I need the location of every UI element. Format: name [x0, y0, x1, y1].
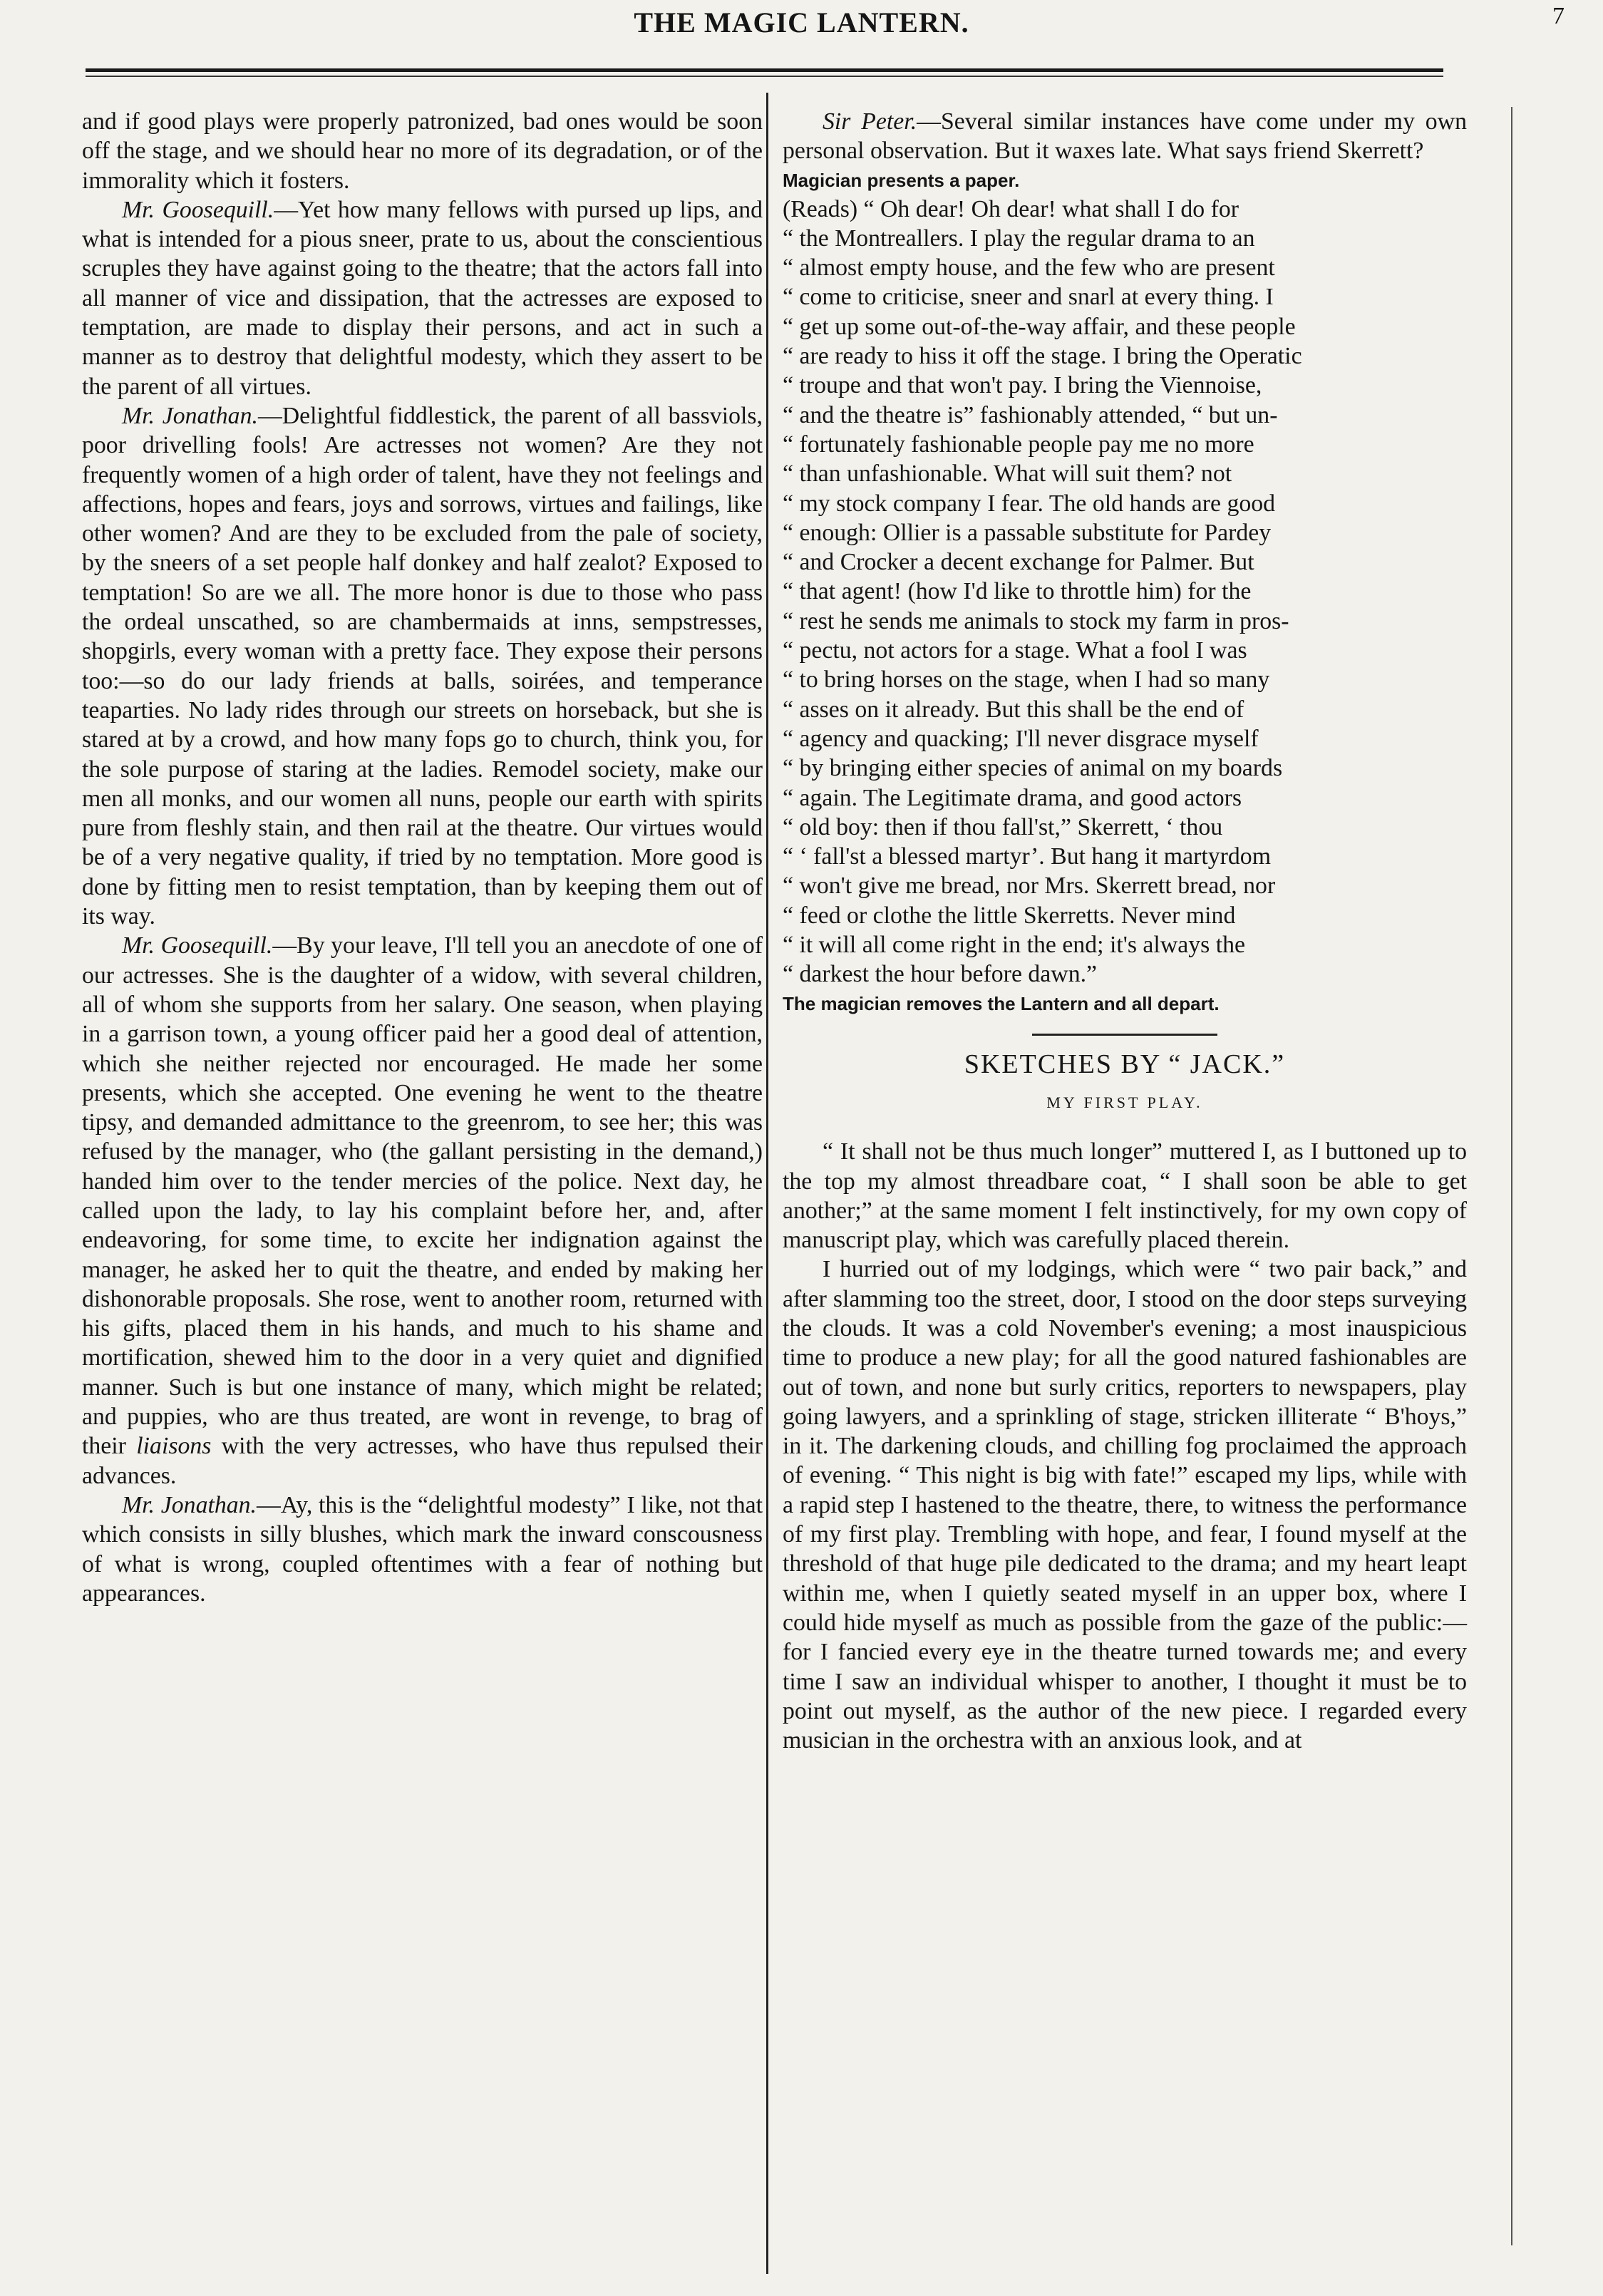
- letter-line: “ feed or clothe the little Skerretts. Never mind: [783, 902, 1236, 929]
- speaker-name: Mr. Jonathan.: [122, 402, 258, 429]
- speaker-name: Mr. Goosequill.: [122, 932, 273, 959]
- letter-line: “ are ready to hiss it off the stage. I bring the Operatic: [783, 343, 1302, 370]
- dialogue-paragraph: [82, 195, 763, 401]
- letter-line: “ to bring horses on the stage, when I had so many: [783, 666, 1270, 694]
- right-border-line: [1511, 107, 1512, 2245]
- letter-line: “ old boy: then if thou fall'st,” Skerrett, ‘ thou: [783, 813, 1223, 840]
- letter-line: “ won't give me bread, nor Mrs. Skerrett bread, nor: [783, 872, 1276, 900]
- letter-line: “ asses on it already. But this shall be the end of: [783, 696, 1244, 723]
- letter-line: “ darkest the hour before dawn.”: [783, 961, 1098, 988]
- section-title: SKETCHES BY “ JACK.”: [964, 1049, 1286, 1079]
- page-number: 7: [1552, 3, 1565, 29]
- letter-line: “ get up some out-of-the-way affair, and these people: [783, 313, 1296, 340]
- letter-line: “ troupe and that won't pay. I bring the Viennoise,: [783, 372, 1262, 399]
- dialogue-paragraph: [82, 1491, 763, 1608]
- dialogue-text: —Ay, this is the “delightful modesty” I like, not that which consists in silly blushes, which mark the inward conscousness of what is wrong, coupled oftentimes with a fear of nothing but appearances.: [82, 1491, 763, 1607]
- dialogue-text-end: with the very actresses, who have thus repulsed their advances.: [82, 1433, 763, 1489]
- page-header: [0, 0, 1603, 43]
- letter-line: “ ‘ fall'st a blessed martyr’. But hang it martyrdom: [783, 843, 1271, 870]
- italic-word: liaisons: [136, 1433, 212, 1460]
- stage-direction: The magician removes the Lantern and all depart.: [783, 992, 1220, 1014]
- left-column: [82, 107, 763, 1608]
- letter-line: “ it will all come right in the end; it's always the: [783, 932, 1246, 959]
- letter-line: “ that agent! (how I'd like to throttle him) for the: [783, 578, 1252, 605]
- speaker-name: Sir Peter.: [823, 108, 917, 135]
- letter-line: “ my stock company I fear. The old hands are good: [783, 490, 1276, 517]
- dialogue-paragraph: [82, 931, 763, 1491]
- speaker-name: Mr. Goosequill.: [122, 196, 274, 223]
- dialogue-text: —Delightful fiddlestick, the parent of all bassviols, poor drivelling fools! Are actresses not women? Are they not frequently women of a high order of talent, have they not feelings and affections, hopes and fears, joys and sorrows, virtues and failings, like other women? And are they to be excluded from the pale of society, by the sneers of a set people half donkey and half zealot? Exposed to temptation! So are we all. The more honor is due to those who pass the ordeal unscathed, so are chambermaids at inns, sempstresses, shopgirls, every woman with a pretty face. They expose their persons too:—so do our lady friends at balls, soirées, and temperance teaparties. No lady rides through our streets on horseback, but she is stared at by a crowd, and how many fops go to church, think you, for the sole purpose of staring at the ladies. Remodel society, make our men all monks, and our women all nuns, people our earth with spirits pure from fleshly stain, and then rail at the theatre. Our virtues would be of a very negative quality, if tried by no temptation. More good is done by fitting men to resist temptation, than by keeping them out of its way.: [82, 402, 763, 930]
- letter-line: “ and Crocker a decent exchange for Palmer. But: [783, 549, 1254, 576]
- dialogue-text: —Several similar instances have come under my own personal observation. But it waxes late. What says friend Skerrett?: [783, 108, 1468, 165]
- letter-line: “ pectu, not actors for a stage. What a fool I was: [783, 637, 1247, 664]
- letter-line: “ the Montreallers. I play the regular drama to an: [783, 225, 1255, 252]
- header-rule: [86, 68, 1443, 72]
- paragraph: I hurried out of my lodgings, which were “ two pair back,” and after slamming too the street, door, I stood on the door steps surveying the clouds. It was a cold November's evening; a most inauspicious time to produce a new play; for all the good natured fashionables are out of town, and none but surly critics, reporters to newspapers, play going lawyers, and a sprinkling of stage, stricken illiterate “ B'hoys,” in it. The darkening clouds, and chilling fog proclaimed the approach of evening. “ This night is big with fate!” escaped my lips, while with a rapid step I hastened to the theatre, there, to witness the performance of my first play. Trembling with hope, and fear, I found myself at the threshold of that huge pile dedicated to the drama; and my heart leapt within me, when I quietly seated myself in an upper box, where I could hide myself as much as possible from the gaze of the public:—for I fancied every eye in the theatre turned towards me; and every time I saw an individual whisper to another, I thought it must be to point out myself, as the author of the new piece. I regarded every musician in the orchestra with an anxious look, and at: [783, 1256, 1467, 1754]
- page-title: THE MAGIC LANTERN.: [634, 6, 969, 38]
- dialogue-paragraph: [783, 107, 1467, 166]
- letter-line: (Reads) “ Oh dear! Oh dear! what shall I do for: [783, 195, 1239, 222]
- letter-line: “ than unfashionable. What will suit them? not: [783, 460, 1232, 488]
- stage-direction: Magician presents a paper.: [783, 169, 1020, 191]
- section-subtitle: MY FIRST PLAY.: [1046, 1093, 1203, 1111]
- letter-line: “ fortunately fashionable people pay me no more: [783, 431, 1254, 458]
- dialogue-text: —Yet how many fellows with pursed up lips, and what is intended for a pious sneer, prate to us, about the conscientious scruples they have against going to the theatre; that the actors fall into all manner of vice and dissipation, that the actresses are exposed to temptation, are made to display their persons, and act in such a manner as to destroy that delightful modesty, which they assert to be the parent of all virtues.: [82, 196, 763, 400]
- letter-line: “ enough: Ollier is a passable substitute for Pardey: [783, 519, 1272, 546]
- letter-line: “ come to criticise, sneer and snarl at every thing. I: [783, 284, 1274, 311]
- letter-line: “ again. The Legitimate drama, and good actors: [783, 784, 1242, 811]
- dialogue-paragraph: [82, 401, 763, 931]
- right-column: [783, 107, 1467, 1755]
- letter-line: “ and the theatre is” fashionably attended, “ but un-: [783, 401, 1278, 428]
- letter-line: “ almost empty house, and the few who are present: [783, 254, 1275, 282]
- letter-line: “ rest he sends me animals to stock my farm in pros-: [783, 607, 1289, 634]
- dialogue-text: —By your leave, I'll tell you an anecdote of one of our actresses. She is the daughter of a widow, with several children, all of whom she supports from her salary. One season, when playing in a garrison town, a young officer paid her a good deal of attention, which she neither rejected nor encouraged. He made her some presents, which she accepted. One evening he went to the theatre tipsy, and demanded admittance to the greenrom, to see her; this was refused by the manager, who (the gallant persisting in the demand,) handed him over to the tender mercies of the police. Next day, he called upon the lady, to lay his complaint before her, and, after endeavoring, for some time, to excite her indignation against the manager, he asked her to quit the theatre, and ended by making her dishonorable proposals. She rose, went to another room, returned with his gifts, placed them in his hands, and much to his shame and mortification, shewed him to the door in a very quiet and dignified manner. Such is but one instance of many, which might be related; and puppies, who are thus treated, are wont in revenge, to brag of their: [82, 932, 763, 1460]
- letter-line: “ by bringing either species of animal on my boards: [783, 755, 1283, 782]
- column-divider: [766, 93, 768, 2274]
- letter-block: [783, 195, 1467, 989]
- paragraph: “ It shall not be thus much longer” muttered I, as I buttoned up to the top my almost threadbare coat, “ I shall soon be able to get another;” at the same moment I felt instinctively, for my own copy of manuscript play, which was carefully placed therein.: [783, 1138, 1467, 1254]
- paragraph: and if good plays were properly patronized, bad ones would be soon off the stage, and we should hear no more of its degradation, or of the immorality which it fosters.: [82, 108, 763, 194]
- letter-line: “ agency and quacking; I'll never disgrace myself: [783, 725, 1259, 752]
- section-rule: [1032, 1034, 1217, 1036]
- speaker-name: Mr. Jonathan.: [122, 1491, 257, 1518]
- header-rule-thin: [86, 76, 1443, 77]
